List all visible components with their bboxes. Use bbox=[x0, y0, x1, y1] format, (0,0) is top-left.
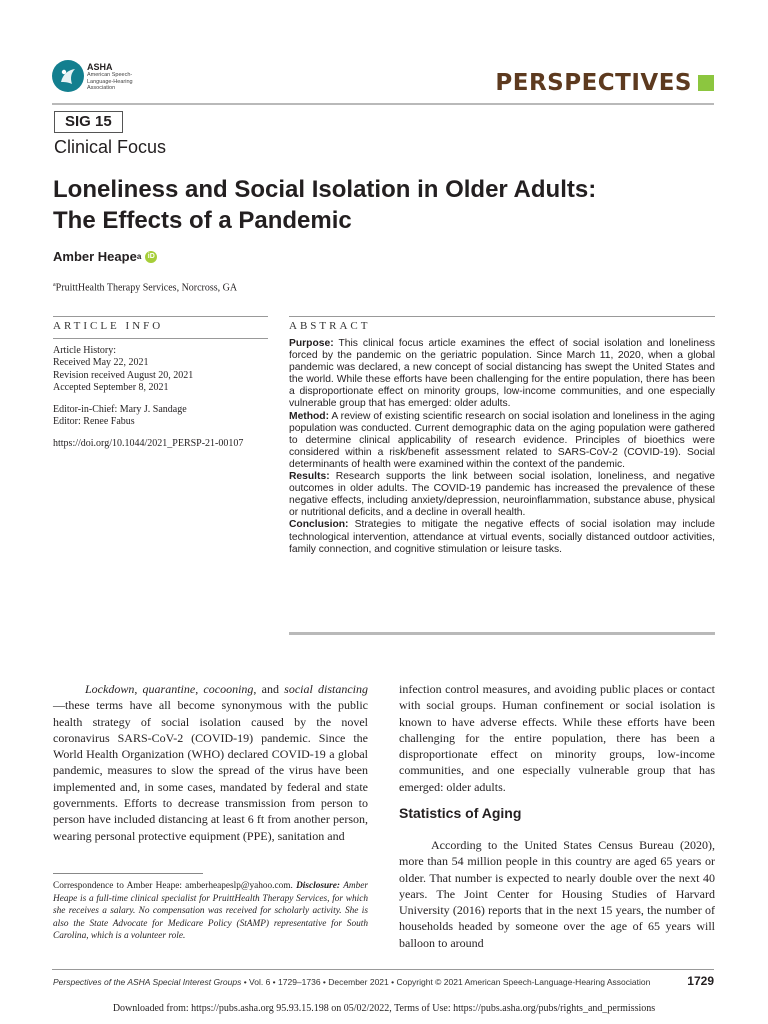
journal-wordmark bbox=[495, 70, 714, 96]
body-column-right-top bbox=[399, 681, 715, 795]
footnote-rule bbox=[53, 873, 203, 874]
article-info-rule bbox=[53, 316, 268, 317]
conclusion-label: Conclusion: bbox=[289, 519, 349, 531]
footer-citation bbox=[53, 977, 650, 987]
download-notice: Downloaded from: https://pubs.asha.org 95.93.15.198 on 05/02/2022, Terms of Use: https://pubs.asha.org/pubs/rights_and_permissions bbox=[112, 1003, 656, 1014]
asha-logo-icon bbox=[52, 60, 84, 92]
correspondence-footnote bbox=[53, 880, 368, 943]
author-name: Amber Heape bbox=[53, 249, 137, 264]
doi-link[interactable]: https://doi.org/10.1044/2021_PERSP-21-00107 bbox=[53, 438, 244, 450]
article-title bbox=[53, 174, 733, 236]
logo-subtitle: American Speech-Language-Hearing Association bbox=[87, 72, 133, 91]
method-label: Method: bbox=[289, 410, 330, 422]
disclosure-label: Disclosure: bbox=[296, 881, 340, 891]
title-line-1: Loneliness and Social Isolation in Older Adults: bbox=[53, 176, 597, 203]
paragraph-intro: Lockdown, quarantine, cocooning, and social distancing—these terms have all become synonymous with the public health strategy of social isolation caused by the novel coronavirus SARS-CoV-2 (COVID-19) pandemic. Since the World Health Organization (WHO) declared COVID-19 a global pandemic, measures to slow the spread of the virus have been implemented and, in some cases, mandated by federal and state governments. Efforts to decrease transmission from person to person have included distancing at least 6 ft from another person, wearing personal protective equipment (PPE), sanitation and bbox=[53, 682, 369, 843]
abstract-rule bbox=[289, 316, 715, 317]
article-info bbox=[53, 345, 268, 451]
body-column-right-bottom bbox=[399, 837, 715, 951]
term-lockdown: Lockdown bbox=[85, 682, 135, 696]
header-divider bbox=[52, 103, 714, 105]
results-text: Research supports the link between social isolation, loneliness, and negative outcomes in older adults. The COVID-19 pandemic has increased the prevalence of these negative effects, including anxiety/depression, neuroinflammation, substance abuse, physical or nutritional deficits, and a decline in overall health. bbox=[289, 471, 715, 519]
author-line bbox=[53, 249, 157, 264]
abstract bbox=[289, 338, 715, 556]
history-label: Article History: bbox=[53, 345, 117, 356]
abstract-results bbox=[289, 471, 715, 519]
abstract-method bbox=[289, 411, 715, 471]
article-info-heading: ARTICLE INFO bbox=[53, 320, 164, 332]
title-line-2: The Effects of a Pandemic bbox=[53, 207, 352, 234]
abstract-conclusion bbox=[289, 519, 715, 555]
article-category: Clinical Focus bbox=[54, 137, 167, 157]
logo-name: ASHA bbox=[87, 62, 113, 72]
editor-in-chief: Editor-in-Chief: Mary J. Sandage bbox=[53, 403, 187, 415]
footer-citation-text: • Vol. 6 • 1729–1736 • December 2021 • Copyright © 2021 American Speech-Language-Hearing Association bbox=[241, 977, 651, 987]
disclosure-text: Amber Heape is a full-time clinical specialist for PruittHealth Therapy Services, for which she receives a salary. No compensation was received for scholarly activity. She is also the State Advocate for Medicare Policy (StAMP) representative for South Carolina, which is a volunteer role. bbox=[53, 881, 369, 942]
footer-rule bbox=[52, 969, 714, 970]
abstract-purpose bbox=[289, 338, 715, 411]
abstract-bottom-rule bbox=[289, 632, 715, 635]
purpose-text: This clinical focus article examines the effect of social isolation and loneliness forced by the pandemic on the geriatric population. Since March 11, 2020, when a global pandemic was declared, a new concept of social distancing has swept the United States and the world. While these efforts have been challenging for the entire population, there has been a disproportionate effect on minority groups, low-income communities, and one especially vulnerable group that has emerged: older adults. bbox=[289, 338, 715, 410]
paragraph-statistics: According to the United States Census Bureau (2020), more than 54 million people in this country are aged 65 years or older. That number is expected to nearly double over the next 40 years. The Joint Center for Housing Studies of Harvard University (2016) reports that in the next 15 years, the number of households headed by someone over the age of 65 years will balloon to around bbox=[399, 838, 715, 950]
term-social-distancing: social distancing bbox=[284, 682, 369, 696]
correspondence-text: Correspondence to Amber Heape: amberheapeslp@yahoo.com. bbox=[53, 881, 293, 891]
affiliation-text: PruittHealth Therapy Services, Norcross, GA bbox=[55, 282, 238, 294]
conclusion-text: Strategies to mitigate the negative effects of social isolation may include technological intervention, attendance at virtual events, socially distanced outdoor activities, family connection, and cognitive stimulation or leisure tasks. bbox=[289, 519, 715, 555]
journal-name: PERSPECTIVES bbox=[495, 70, 692, 96]
sig-badge: SIG 15 bbox=[54, 111, 123, 133]
orcid-icon[interactable]: iD bbox=[145, 251, 157, 263]
editor: Editor: Renee Fabus bbox=[53, 416, 135, 428]
method-text: A review of existing scientific research on social isolation and loneliness in the aging population was conducted. Current demographic data on the aging population were gathered to determine clinical applicability of research evidence. Principles of bioethics were considered within a risk/benefit assessment related to SARS-CoV-2 (COVID-19). Social determinants of health were examined within the context of the pandemic. bbox=[289, 410, 715, 470]
footer-journal: Perspectives of the ASHA Special Interest Groups bbox=[53, 977, 242, 987]
term-quarantine: quarantine bbox=[142, 682, 196, 696]
accepted-date: Accepted September 8, 2021 bbox=[53, 382, 169, 394]
asha-logo bbox=[52, 60, 162, 96]
green-square-icon bbox=[698, 75, 714, 91]
article-info-rule-2 bbox=[53, 338, 268, 339]
author-superscript: a bbox=[136, 252, 142, 261]
section-heading-statistics: Statistics of Aging bbox=[399, 805, 522, 821]
received-date: Received May 22, 2021 bbox=[53, 357, 149, 369]
page-number: 1729 bbox=[687, 974, 714, 988]
paragraph-intro-continued: infection control measures, and avoiding public places or contact with social groups. Human confinement or social isolation is known to have adverse effects. While these efforts have been challenging for the entire population, there has been a disproportionate effect on minority groups, low-income communities, and one especially vulnerable group that has emerged: older adults. bbox=[399, 682, 715, 794]
abstract-heading: ABSTRACT bbox=[289, 320, 371, 332]
results-label: Results: bbox=[289, 471, 330, 483]
revised-date: Revision received August 20, 2021 bbox=[53, 369, 194, 381]
affiliation-superscript: a bbox=[53, 282, 56, 288]
purpose-label: Purpose: bbox=[289, 338, 334, 349]
body-column-left bbox=[53, 681, 368, 844]
affiliation bbox=[53, 282, 237, 293]
intro-text: —these terms have all become synonymous with the public health strategy of social isolation caused by the novel coronavirus SARS-CoV-2 (COVID-19) pandemic. Since the World Health Organization (WHO) declared COVID-19 a global pandemic, measures to slow the spread of the virus have been implemented and, in some cases, mandated by federal and state governments. Efforts to decrease transmission from person to person have included distancing at least 6 ft from another person, wearing personal protective equipment (PPE), sanitation and bbox=[53, 698, 368, 843]
term-cocooning: cocooning bbox=[203, 682, 254, 696]
